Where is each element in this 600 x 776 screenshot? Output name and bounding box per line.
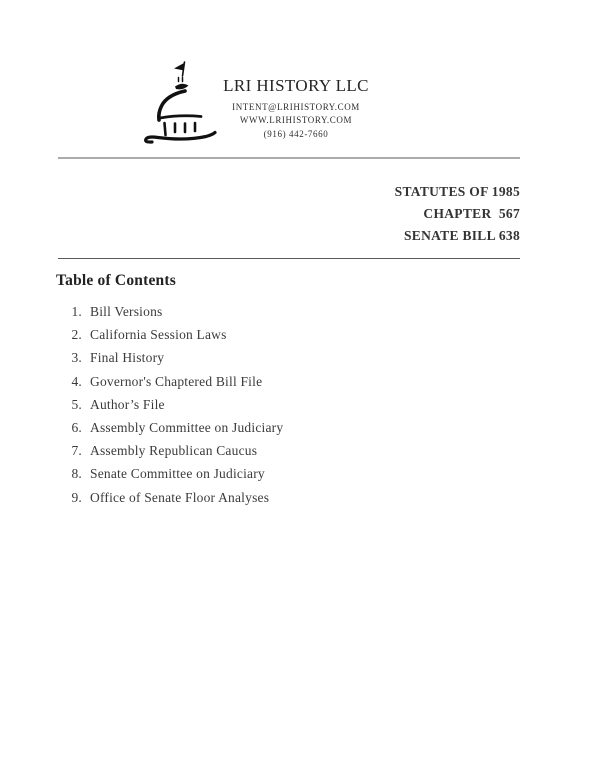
toc-item-label: Author’s File bbox=[90, 396, 165, 412]
toc-item-governors-chaptered-bill-file bbox=[69, 374, 283, 397]
bottom-divider bbox=[58, 258, 520, 259]
toc-item-label: Bill Versions bbox=[90, 304, 163, 319]
toc-item-label: Final History bbox=[90, 350, 165, 366]
toc-item-assembly-committee-judiciary bbox=[69, 420, 283, 443]
toc-item-number: 7. bbox=[71, 443, 82, 459]
toc-item-label: Senate Committee on Judiciary bbox=[90, 466, 265, 482]
toc-item-label: California Session Laws bbox=[90, 327, 227, 343]
toc-item-office-senate-floor-analyses bbox=[69, 490, 283, 513]
toc-item-number: 3. bbox=[71, 350, 82, 366]
company-phone: (916) 442-7660 bbox=[263, 128, 329, 139]
toc-item-california-session-laws bbox=[69, 327, 283, 350]
toc-item-senate-committee-judiciary bbox=[69, 466, 283, 489]
company-email: INTENT@LRIHISTORY.COM bbox=[232, 102, 360, 112]
toc-item-label: Governor's Chaptered Bill File bbox=[90, 373, 263, 389]
top-divider bbox=[58, 157, 520, 159]
chapter-line: CHAPTER 567 bbox=[423, 206, 520, 221]
toc-title: Table of Contents bbox=[56, 272, 176, 289]
toc-item-number: 2. bbox=[71, 327, 82, 343]
toc-list bbox=[69, 304, 283, 513]
toc-item-assembly-republican-caucus bbox=[69, 443, 283, 466]
toc-item-number: 6. bbox=[71, 419, 82, 435]
statutes-line: STATUTES OF 1985 bbox=[394, 184, 520, 199]
senate-bill-line: SENATE BILL 638 bbox=[403, 228, 520, 243]
toc-item-number: 9. bbox=[71, 489, 82, 505]
toc-item-number: 4. bbox=[71, 373, 82, 389]
toc-item-final-history bbox=[69, 350, 283, 373]
bill-reference-block bbox=[300, 181, 520, 247]
toc-item-label: Office of Senate Floor Analyses bbox=[90, 489, 270, 505]
company-website: WWW.LRIHISTORY.COM bbox=[239, 115, 353, 126]
letterhead bbox=[186, 76, 406, 141]
company-name: LRI HISTORY LLC bbox=[223, 76, 369, 95]
toc-item-number: 8. bbox=[71, 466, 82, 482]
toc-item-authors-file bbox=[69, 397, 283, 420]
toc-item-bill-versions bbox=[69, 304, 283, 327]
toc-item-label: Assembly Committee on Judiciary bbox=[90, 419, 284, 435]
toc-item-number: 5. bbox=[71, 396, 82, 412]
toc-item-label: Assembly Republican Caucus bbox=[90, 443, 258, 459]
toc-item-number: 1. bbox=[71, 304, 82, 319]
